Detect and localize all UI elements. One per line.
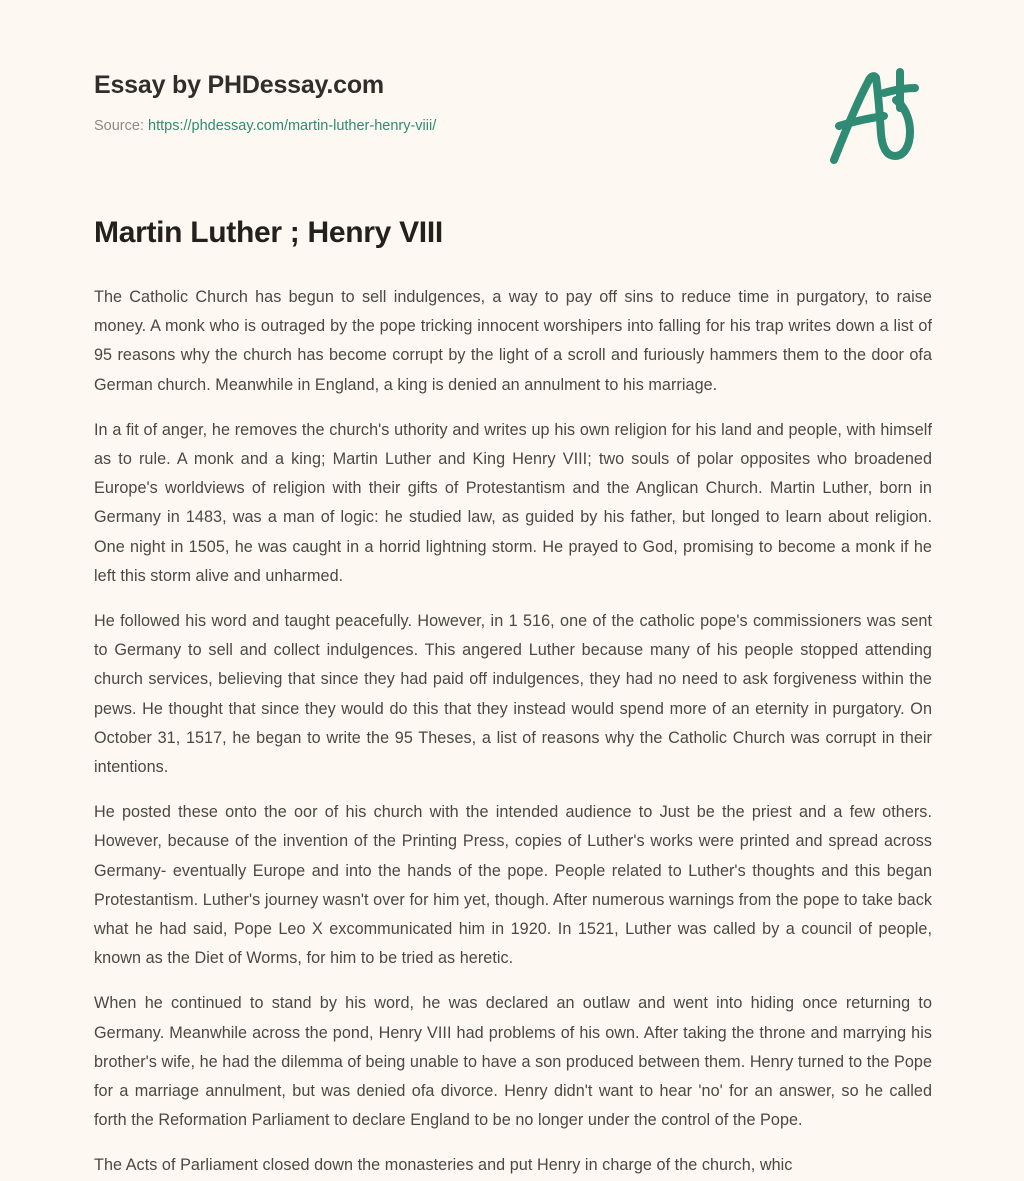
article-body	[94, 283, 932, 1181]
source-url-link[interactable]: https://phdessay.com/martin-luther-henry-viii/	[148, 118, 437, 134]
paragraph: He posted these onto the oor of his church with the intended audience to Just be the priest and a few others. However, because of the invention of the Printing Press, copies of Luther's works were printed and spread across Germany- eventually Europe and into the hands of the pope. People related to Luther's thoughts and this began Protestantism. Luther's journey wasn't over for him yet, though. After numerous warnings from the pope to take back what he had said, Pope Leo X excommunicated him in 1920. In 1521, Luther was called by a council of people, known as the Diet of Worms, for him to be tried as heretic.	[94, 803, 932, 968]
paragraph: In a fit of anger, he removes the church's uthority and writes up his own religion for his land and people, with himself as to rule. A monk and a king; Martin Luther and King Henry VIII; two souls of polar opposites who broadened Europe's worldviews of religion with their gifts of Protestantism and the Anglican Church. Martin Luther, born in Germany in 1483, was a man of logic: he studied law, as guided by his father, but longed to learn about religion. One night in 1505, he was caught in a horrid lightning storm. He prayed to God, promising to become a monk if he left this storm alive and unharmed.	[94, 420, 932, 585]
article	[94, 213, 932, 1181]
source-line	[94, 116, 794, 136]
paragraph: The Catholic Church has begun to sell indulgences, a way to pay off sins to reduce time in purgatory, to raise money. A monk who is outraged by the pope tricking innocent worshipers into falling for his trap writes down a list of 95 reasons why the church has become corrupt by the light of a scroll and furiously hammers them to the door ofa German church. Meanwhile in England, a king is denied an annulment to his marriage.	[94, 288, 932, 394]
page-title: Martin Luther ; Henry VIII	[94, 216, 443, 249]
a-plus-logo	[812, 56, 928, 172]
paragraph: The Acts of Parliament closed down the monasteries and put Henry in charge of the church, whic	[94, 1156, 793, 1175]
paragraph: When he continued to stand by his word, he was declared an outlaw and went into hiding once returning to Germany. Meanwhile across the pond, Henry VIII had problems of his own. After taking the throne and marrying his brother's wife, he had the dilemma of being unable to have a son produced between them. Henry turned to the Pope for a marriage annulment, but was denied ofa divorce. Henry didn't want to hear 'no' for an answer, so he called forth the Reformation Parliament to declare England to be no longer under the control of the Pope.	[94, 994, 932, 1130]
brand-title: Essay by PHDessay.com	[94, 71, 384, 99]
page-header	[0, 0, 1024, 190]
brand-block	[94, 68, 794, 136]
paragraph: He followed his word and taught peacefully. However, in 1 516, one of the catholic pope's commissioners was sent to Germany to sell and collect indulgences. This angered Luther because many of his people stopped attending church services, believing that since they had paid off indulgences, they had no need to ask forgiveness within the pews. He thought that since they would do this that they instead would spend more of an eternity in purgatory. On October 31, 1517, he began to write the 95 Theses, a list of reasons why the Catholic Church was corrupt in their intentions.	[94, 612, 932, 777]
source-label: Source:	[94, 118, 144, 134]
